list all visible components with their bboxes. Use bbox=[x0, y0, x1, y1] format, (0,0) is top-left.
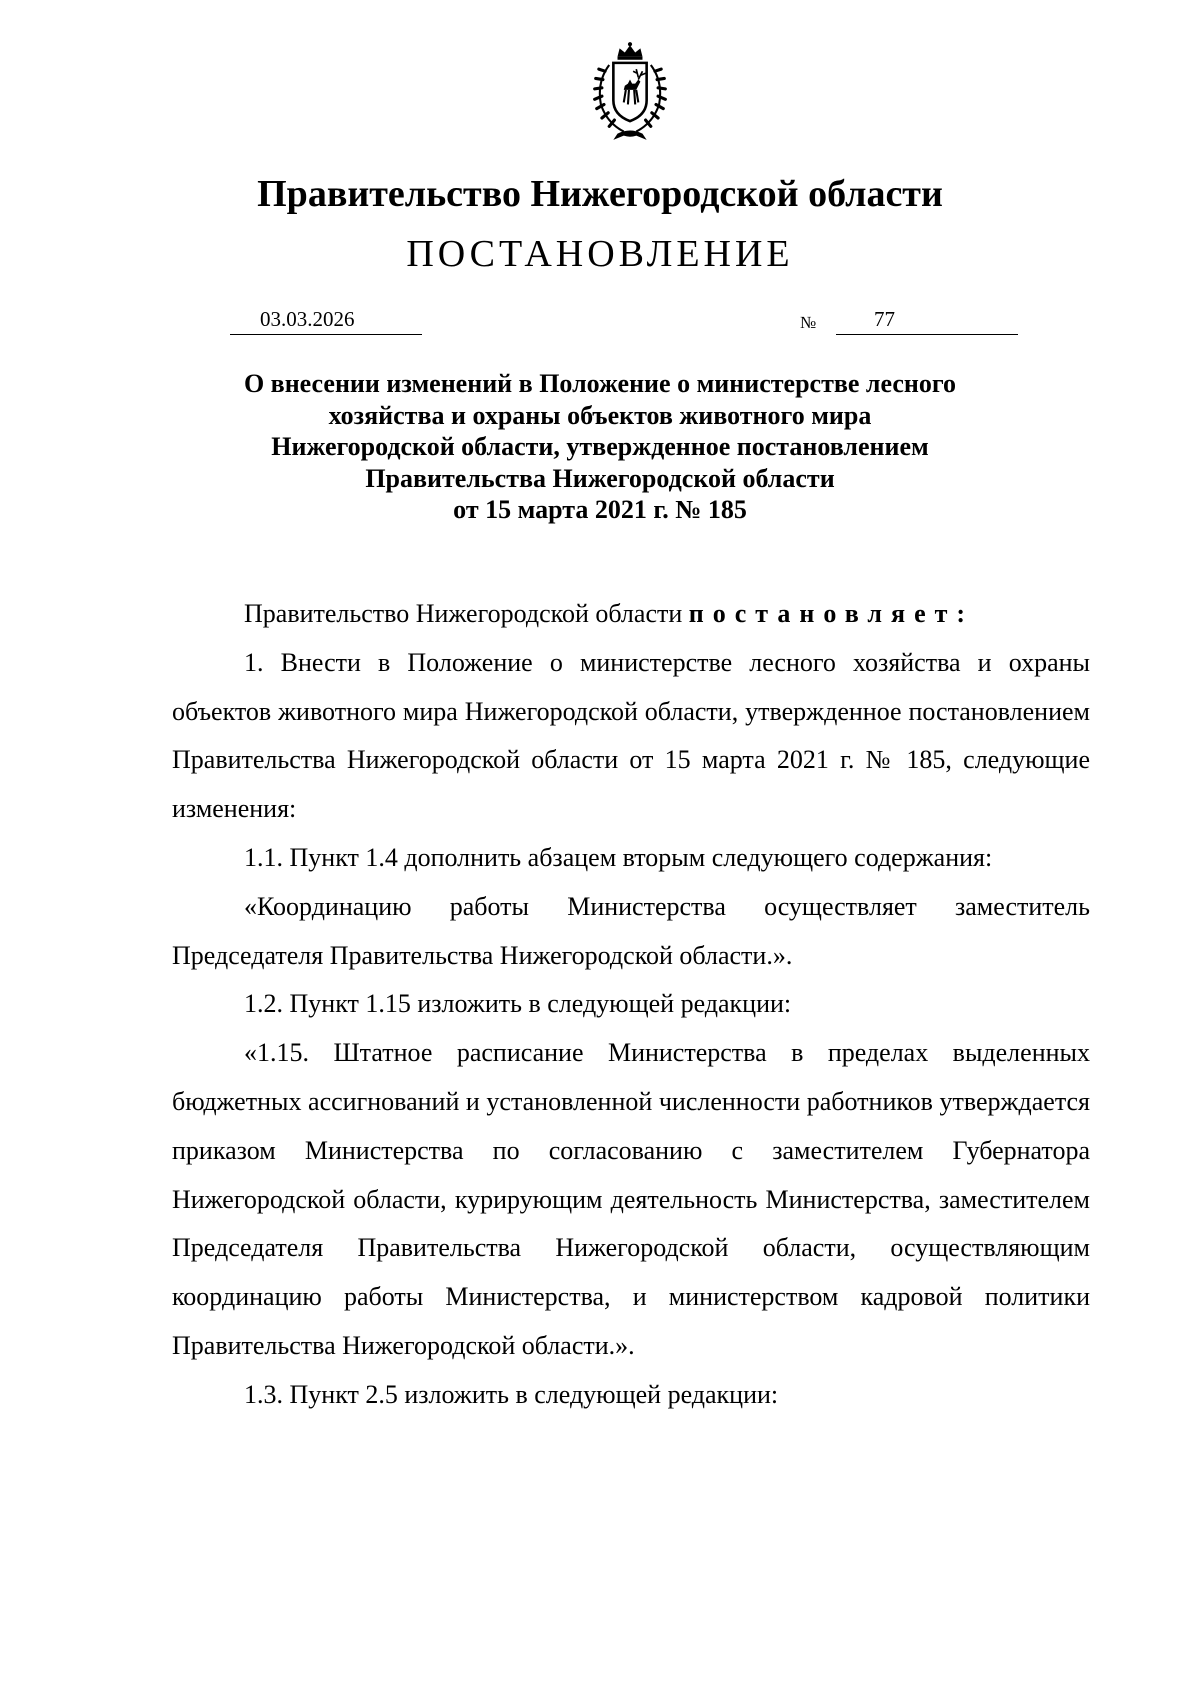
subject-line: О внесении изменений в Положение о министерстве лесного bbox=[243, 369, 957, 398]
document-date-field bbox=[230, 304, 422, 335]
preamble-verb: постановляет: bbox=[688, 599, 975, 628]
document-subject bbox=[0, 368, 1200, 526]
subject-line: от 15 марта 2021 г. № 185 bbox=[453, 495, 747, 525]
paragraph-1-3: 1.3. Пункт 2.5 изложить в следующей редакции: bbox=[244, 1379, 779, 1409]
paragraph-1-2: 1.2. Пункт 1.15 изложить в следующей редакции: bbox=[244, 989, 792, 1019]
subject-line: хозяйства и охраны объектов животного мира bbox=[328, 400, 872, 430]
number-label: № bbox=[800, 313, 817, 332]
paragraph-1: 1. Внести в Положение о министерстве лесного хозяйства и охраны объектов животного мира Нижегородской области, утвержденное постановлением Правительства Нижегородской области от 15 марта 2021 г. № 185, следующие изменения: bbox=[172, 647, 1090, 824]
paragraph-1-1: 1.1. Пункт 1.4 дополнить абзацем вторым следующего содержания: bbox=[244, 842, 993, 872]
coat-of-arms-icon bbox=[578, 40, 682, 144]
paragraph-1-2-quote: «1.15. Штатное расписание Министерства в пределах выделенных бюджетных ассигнований и установленной численности работников утверждается приказом Министерства по согласованию с заместителем Губернатора Нижегородской области, курирующим деятельность Министерства, заместителем Председателя Правительства Нижегородской области, осуществляющим координацию работы Министерства, и министерством кадровой политики Правительства Нижегородской области.». bbox=[172, 1038, 1090, 1360]
preamble-text: Правительство Нижегородской области bbox=[244, 599, 689, 628]
document-date: 03.03.2026 bbox=[260, 307, 355, 331]
document-number-field bbox=[836, 304, 1018, 335]
document-type: ПОСТАНОВЛЕНИЕ bbox=[406, 233, 794, 275]
subject-line: Нижегородской области, утвержденное постановлением bbox=[271, 432, 929, 462]
subject-line: Правительства Нижегородской области bbox=[365, 463, 835, 493]
government-name: Правительство Нижегородской области bbox=[257, 173, 943, 215]
preamble-paragraph bbox=[172, 590, 1090, 639]
document-body bbox=[172, 590, 1090, 1420]
paragraph-1-1-quote: «Координацию работы Министерства осуществляет заместитель Председателя Правительства Нижегородской области.». bbox=[172, 891, 1090, 970]
document-number: 77 bbox=[874, 307, 895, 331]
